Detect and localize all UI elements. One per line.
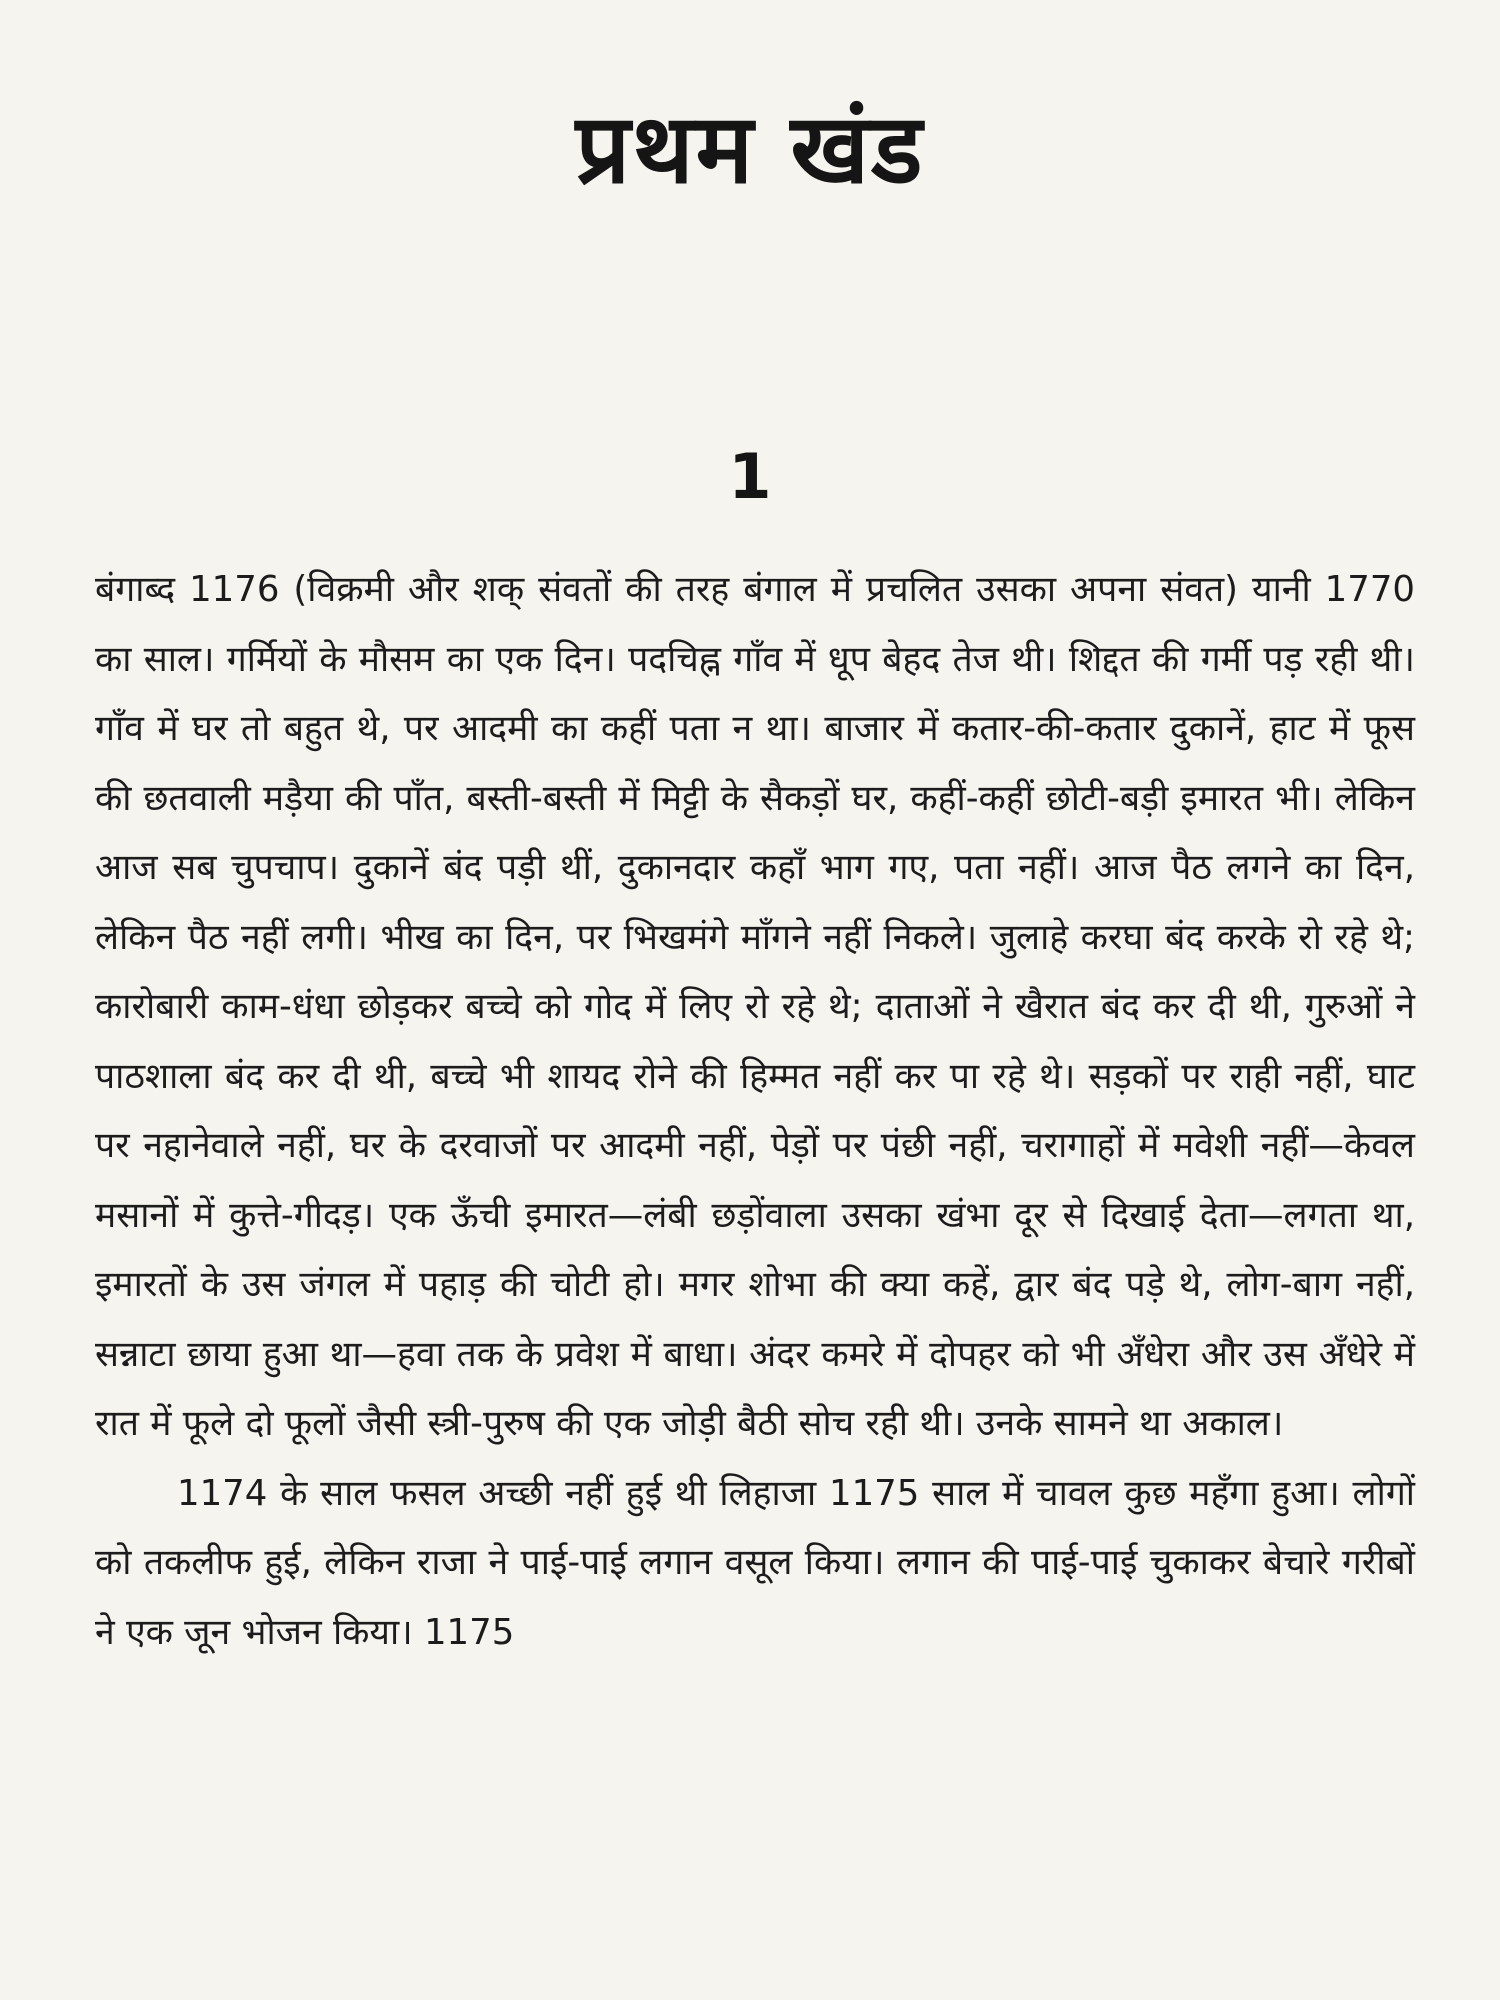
paragraph-2: 1174 के साल फसल अच्छी नहीं हुई थी लिहाजा 1175 साल में चावल कुछ महँगा हुआ। लोगों को तकलीफ हुई, लेकिन राजा ने पाई-पाई लगान वसूल किया। लगान की पाई-पाई चुकाकर बेचारे गरीबों ने एक जून भोजन किया। 1175 bbox=[95, 1472, 1415, 1653]
paragraph-1: बंगाब्द 1176 (विक्रमी और शक् संवतों की तरह बंगाल में प्रचलित उसका अपना संवत) यानी 1770 का साल। गर्मियों के मौसम का एक दिन। पदचिह्न गाँव में धूप बेहद तेज थी। शिद्दत की गर्मी पड़ रही थी। गाँव में घर तो बहुत थे, पर आदमी का कहीं पता न था। बाजार में कतार-की-कतार दुकानें, हाट में फूस की छतवाली मड़ैया की पाँत, बस्ती-बस्ती में मिट्टी के सैकड़ों घर, कहीं-कहीं छोटी-बड़ी इमारत भी। लेकिन आज सब चुपचाप। दुकानें बंद पड़ी थीं, दुकानदार कहाँ भाग गए, पता नहीं। आज पैठ लगने का दिन, लेकिन पैठ नहीं लगी। भीख का दिन, पर भिखमंगे माँगने नहीं निकले। जुलाहे करघा बंद करके रो रहे थे; कारोबारी काम-धंधा छोड़कर बच्चे को गोद में लिए रो रहे थे; दाताओं ने खैरात बंद कर दी थी, गुरुओं ने पाठशाला बंद कर दी थी, बच्चे भी शायद रोने की हिम्मत नहीं कर पा रहे थे। सड़कों पर राही नहीं, घाट पर नहानेवाले नहीं, घर के दरवाजों पर आदमी नहीं, पेड़ों पर पंछी नहीं, चरागाहों में मवेशी नहीं—केवल मसानों में कुत्ते-गीदड़। एक ऊँची इमारत—लंबी छड़ोंवाला उसका खंभा दूर से दिखाई देता—लगता था, इमारतों के उस जंगल में पहाड़ की चोटी हो। मगर शोभा की क्या कहें, द्वार बंद पड़े थे, लोग-बाग नहीं, सन्नाटा छाया हुआ था—हवा तक के प्रवेश में बाधा। अंदर कमरे में दोपहर को भी अँधेरा और उस अँधेरे में रात में फूले दो फूलों जैसी स्त्री-पुरुष की एक जोड़ी बैठी सोच रही थी। उनके सामने था अकाल। bbox=[95, 569, 1415, 1444]
chapter-number: 1 bbox=[728, 440, 772, 513]
section-title: प्रथम खंड bbox=[575, 93, 925, 205]
chapter-body bbox=[95, 555, 1415, 1667]
